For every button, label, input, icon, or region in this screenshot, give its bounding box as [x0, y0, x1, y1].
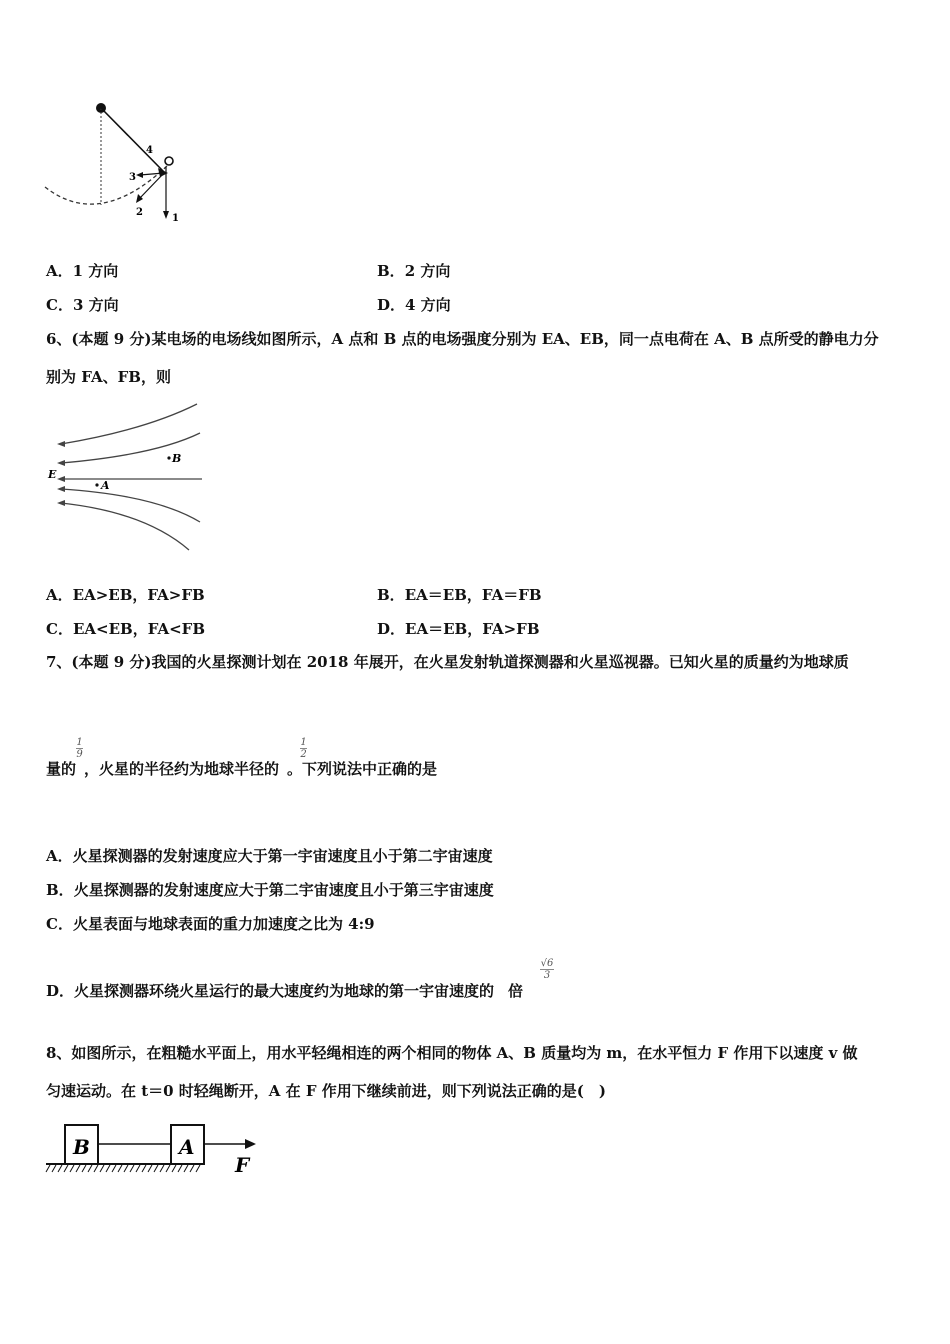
q5-option-c[interactable]: [46, 295, 119, 315]
option-text: 火星探测器的发射速度应大于第二宇宙速度且小于第三宇宙速度: [73, 881, 494, 899]
q7-option-a[interactable]: [46, 846, 493, 866]
option-text-tail: 倍: [508, 982, 524, 1000]
option-letter: B．: [46, 881, 74, 899]
arrow-label-4: 4: [146, 145, 153, 156]
option-letter: C．: [46, 296, 73, 314]
q7-text-part2: ，火星的半径约为地球半径的: [84, 760, 280, 778]
q5-option-b[interactable]: [377, 261, 450, 281]
q6-stem-line2: 别为 FA、FB，则: [46, 368, 171, 386]
q7-text-part1: 量的: [46, 760, 77, 778]
arrow-label-1: 1: [172, 213, 179, 224]
option-letter: D．: [377, 620, 406, 638]
option-text: EA<EB，FA<FB: [72, 620, 206, 638]
q8-stem-line1: 8、如图所示，在粗糙水平面上，用水平轻绳相连的两个相同的物体 A、B 质量均为 m，在水平恒力 F 作用下以速度 v 做: [46, 1044, 858, 1062]
q7-stem-line1: 7、(本题 9 分)我国的火星探测计划在 2018 年展开，在火星发射轨道探测器和火星巡视器。已知火星的质量约为地球质: [46, 653, 849, 671]
blocks-figure: [44, 1110, 264, 1178]
block-label-b: B: [73, 1135, 90, 1159]
fraction-denominator: 2: [300, 749, 307, 760]
q6-stem-line1: 6、(本题 9 分)某电场的电场线如图所示，A 点和 B 点的电场强度分别为 EA、EB，同一点电荷在 A、B 点所受的静电力分: [46, 330, 879, 348]
q6-option-a[interactable]: [46, 585, 205, 605]
option-text: 4 方向: [405, 296, 451, 314]
option-letter: D．: [377, 296, 406, 314]
q5-option-a[interactable]: [46, 261, 118, 281]
option-letter: A．: [46, 586, 73, 604]
q6-option-b[interactable]: [377, 585, 542, 605]
option-text: 2 方向: [404, 262, 451, 280]
option-letter: B．: [377, 262, 405, 280]
option-text: 火星探测器环绕火星运行的最大速度约为地球的第一宇宙速度的: [74, 982, 495, 1000]
option-text: EA＝EB，FA>FB: [405, 620, 540, 638]
fraction-numerator: √6: [540, 958, 554, 969]
fraction-sqrt6-over-3: [540, 958, 554, 981]
q7-stem-line2: [46, 759, 437, 779]
point-label-b: B: [172, 452, 182, 465]
electric-field-figure: [45, 400, 210, 555]
option-letter: C．: [46, 620, 73, 638]
block-label-a: A: [179, 1135, 195, 1159]
q6-option-d[interactable]: [377, 619, 540, 639]
option-letter: C．: [46, 915, 73, 933]
force-label-f: F: [235, 1153, 250, 1177]
q5-option-d[interactable]: [377, 295, 451, 315]
option-text: 3 方向: [72, 296, 119, 314]
q7-option-c[interactable]: [46, 914, 375, 934]
option-text: 火星表面与地球表面的重力加速度之比为 4:9: [72, 915, 375, 933]
option-text: 1 方向: [72, 262, 119, 280]
q8-stem-line2: 匀速运动。在 t＝0 时轻绳断开，A 在 F 作用下继续前进，则下列说法正确的是( ): [46, 1082, 606, 1100]
fraction-one-half: [300, 737, 307, 760]
option-letter: A．: [46, 847, 73, 865]
pendulum-figure: [40, 95, 200, 230]
option-text: EA＝EB，FA＝FB: [404, 586, 542, 604]
option-text: EA>EB，FA>FB: [72, 586, 205, 604]
option-letter: A．: [46, 262, 73, 280]
fraction-numerator: 1: [300, 737, 307, 748]
q7-option-b[interactable]: [46, 880, 494, 900]
option-letter: B．: [377, 586, 405, 604]
arrow-label-3: 3: [129, 172, 136, 183]
point-label-a: A: [101, 479, 110, 492]
q7-option-d[interactable]: [46, 981, 523, 1001]
q7-text-part3: 。下列说法中正确的是: [287, 760, 438, 778]
option-letter: D．: [46, 982, 75, 1000]
arrow-label-2: 2: [136, 207, 143, 218]
field-label-e: E: [48, 468, 57, 481]
q6-option-c[interactable]: [46, 619, 205, 639]
fraction-denominator: 3: [543, 970, 551, 981]
fraction-one-ninth: [76, 737, 83, 760]
fraction-denominator: 9: [76, 749, 83, 760]
fraction-numerator: 1: [76, 737, 83, 748]
option-text: 火星探测器的发射速度应大于第一宇宙速度且小于第二宇宙速度: [72, 847, 493, 865]
